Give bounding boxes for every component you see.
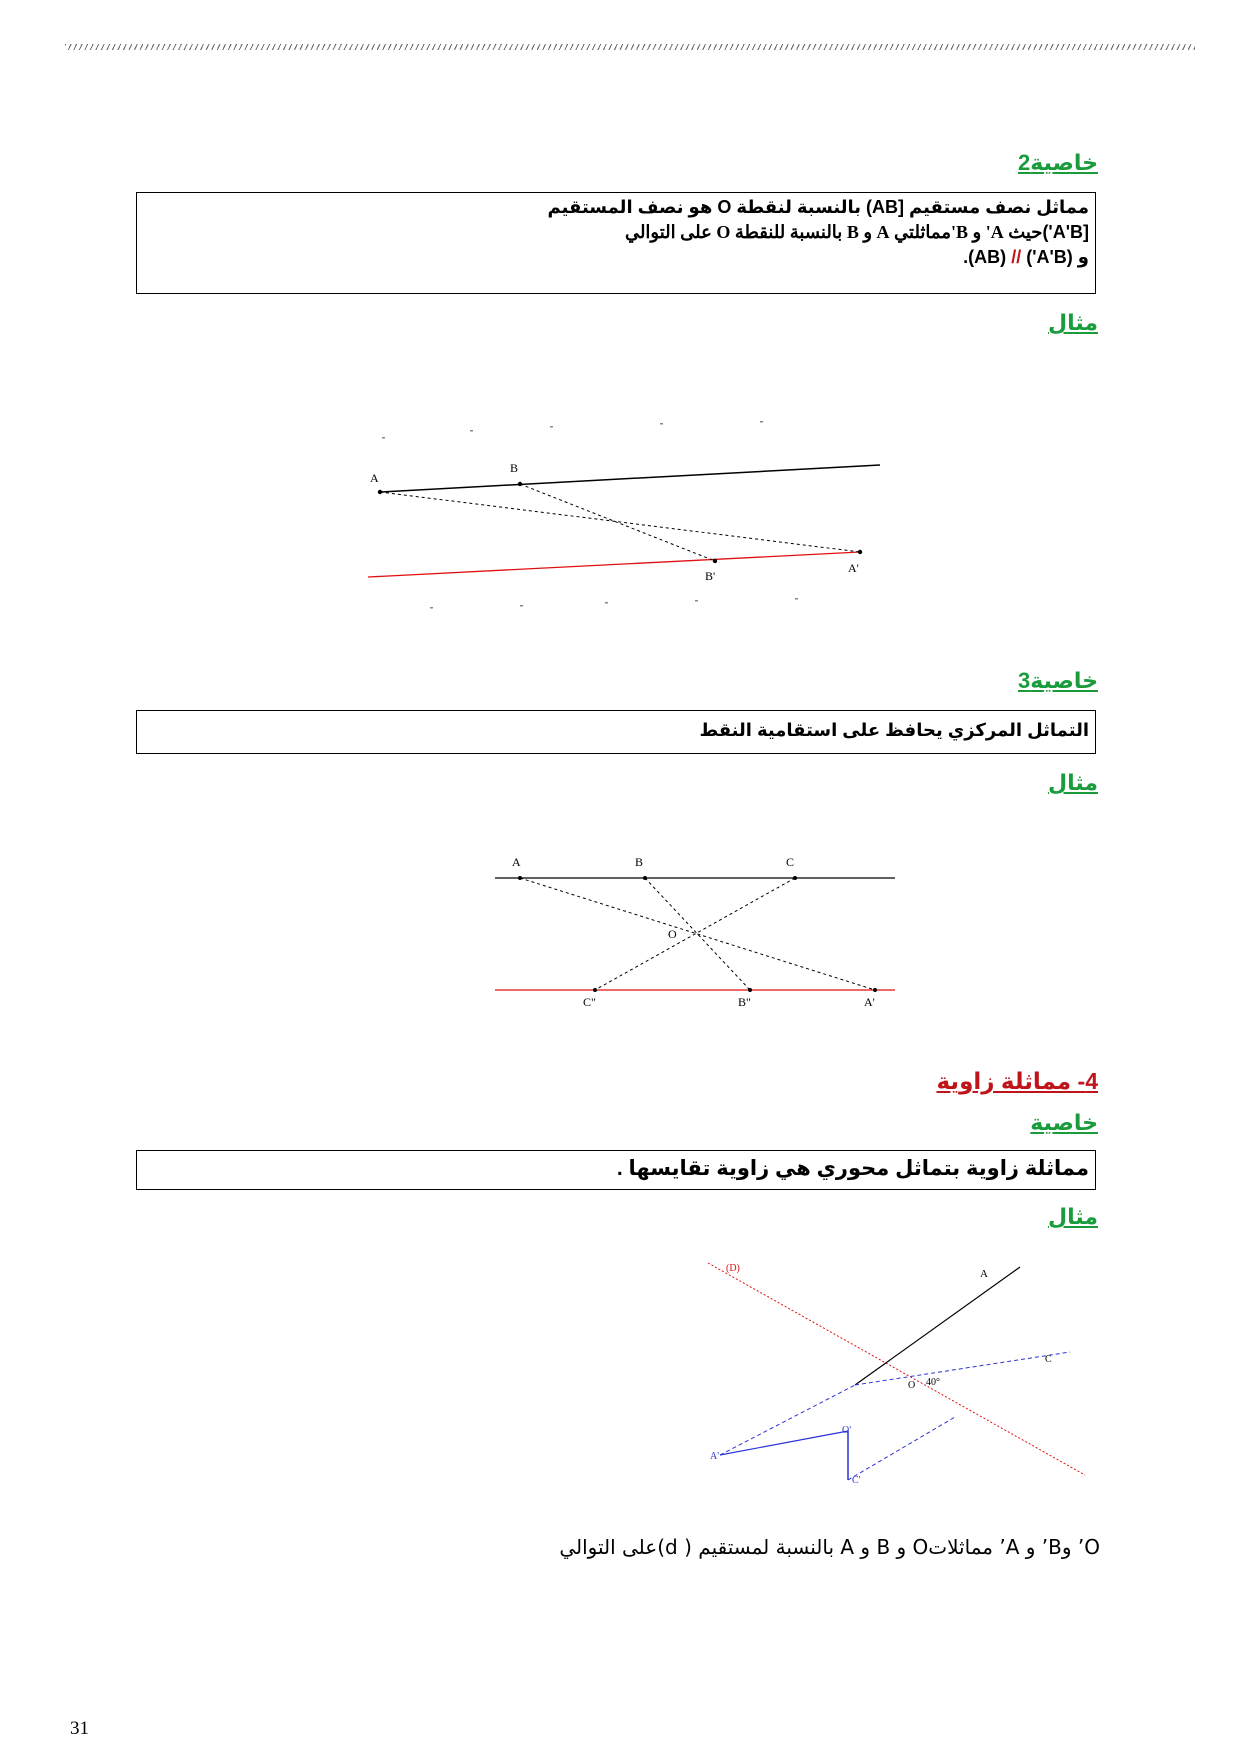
where-text: حيث A' و B' — [950, 222, 1043, 242]
point-a-label-3: A — [980, 1268, 988, 1280]
property-3-line-1: التماثل المركزي يحافظ على استقامية النقط — [699, 720, 1089, 740]
figure-collinearity — [490, 850, 910, 1010]
ray-a2b2: [A'B') — [1042, 222, 1089, 242]
point-c-second-label: C" — [583, 995, 596, 1009]
images-text: مماثلتي A و B بالنسبة للنقطة O على التوالي — [624, 222, 951, 242]
point-c-label-3: C — [1045, 1354, 1052, 1365]
top-dotted-rule — [65, 44, 1195, 50]
point-b-second-label: B" — [738, 995, 751, 1009]
section-4-title: 4- مماثلة زاوية — [936, 1068, 1098, 1094]
line-ab: (AB). — [963, 247, 1007, 267]
figure-angle-reflection — [690, 1245, 1100, 1485]
point-a-prime-label: A' — [848, 561, 859, 575]
section-4-line-1: مماثلة زاوية بتماثل محوري هي زاوية تقايسها . — [616, 1157, 1089, 1180]
example-2-heading: مثال — [1048, 770, 1098, 795]
example-1-heading: مثال — [1048, 310, 1098, 335]
and-text: و — [1077, 247, 1089, 267]
property-2-line-3 — [143, 245, 1089, 270]
parallel-symbol: // — [1011, 247, 1022, 267]
point-b-prime-label: B' — [705, 569, 716, 583]
point-c-prime-label: C' — [852, 1475, 861, 1485]
point-b-label: B — [510, 461, 519, 475]
point-c-label-2: C — [786, 855, 795, 869]
line-a2b2: (A'B') — [1026, 247, 1073, 267]
page-number: 31 — [70, 1718, 89, 1739]
property-2-box — [136, 192, 1096, 294]
property-3-box — [136, 710, 1096, 754]
property-2-heading: خاصية2 — [1018, 150, 1098, 175]
property-3-heading: خاصية3 — [1018, 668, 1098, 693]
point-a-prime-label-2: A' — [864, 995, 875, 1009]
line-d-label: (D) — [726, 1263, 740, 1274]
point-o-prime-label: O' — [842, 1425, 852, 1436]
angle-measure-label: 40° — [926, 1377, 940, 1388]
reflection-note: O’ وB’ و A’ مماثلاتO و B و A بالنسبة لمستقيم ( d)على التوالي — [559, 1535, 1100, 1559]
section-4-property-heading: خاصية — [1030, 1110, 1098, 1135]
property-2-line-1: مماثل نصف مستقيم [AB) بالنسبة لنقطة O هو نصف المستقيم — [547, 197, 1089, 217]
point-o-label-2: O — [668, 927, 677, 941]
point-o-label-3: O — [908, 1380, 916, 1391]
property-2-line-2 — [143, 220, 1089, 245]
section-4-box — [136, 1150, 1096, 1190]
point-a-label: A — [370, 471, 379, 485]
point-b-label-2: B — [635, 855, 644, 869]
figure-half-lines — [360, 420, 920, 620]
point-a-label-2: A — [512, 855, 521, 869]
example-3-heading: مثال — [1048, 1204, 1098, 1229]
point-a-prime-label-3: A' — [710, 1451, 720, 1462]
